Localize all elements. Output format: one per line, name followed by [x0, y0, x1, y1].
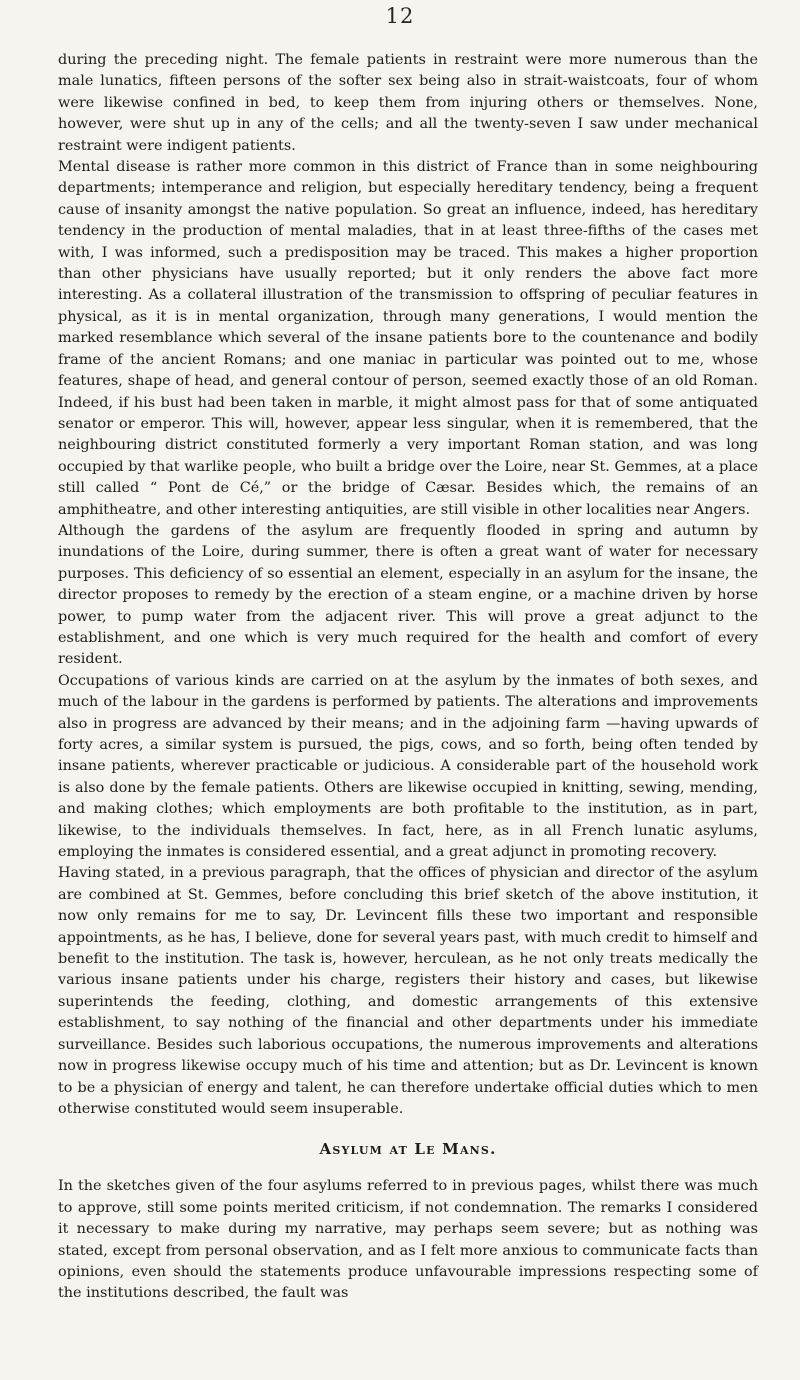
paragraph-director: Having stated, in a previous paragraph, that the offices of physician and director of the asylum are combined at St. Gemmes, before concluding this brief sketch of the above institution, it now only remains for me to say, Dr. Levincent fills these two important and responsible appointments, as he has, I believe, done for several years past, with much credit to himself and benefit to the institution. The task is, however, herculean, as he not only treats medically the various insane patients under his charge, registers their history and cases, but likewise superintends the feeding, clothing, and domestic arrangements of this extensive establishment, to say nothing of the financial and other departments under his immediate surveillance. Besides such laborious occupations, the numerous improvements and alterations now in progress likewise occupy much of his time and attention; but as Dr. Levincent is known to be a physician of energy and talent, he can therefore undertake official duties which to men otherwise constituted would seem insuperable. [58, 865, 758, 1117]
body-text [58, 50, 758, 1305]
page-number: 12 [385, 4, 415, 28]
paragraph-water-supply: Although the gardens of the asylum are frequently flooded in spring and autumn by inundations of the Loire, during summer, there is often a great want of water for necessary purposes. This deficiency of so essential an element, especially in an asylum for the insane, the director proposes to remedy by the erection of a steam engine, or a machine driven by horse power, to pump water from the adjacent river. This will prove a great adjunct to the establishment, and one which is very much required for the health and comfort of every resident. [58, 522, 758, 668]
section-heading: Asylum at Le Mans. [319, 1140, 497, 1159]
paragraph-hereditary: Mental disease is rather more common in this district of France than in some neighbouring departments; intemperance and religion, but especially hereditary tendency, being a frequent cause of insanity amongst the native population. So great an influence, indeed, has hereditary tendency in the production of mental maladies, that in at least three-fifths of the cases met with, I was informed, such a predisposition may be traced. This makes a higher proportion than other physicians have usually reported; but it only renders the above fact more interesting. As a collateral illustration of the transmission to offspring of peculiar features in physical, as it is in mental organization, through many generations, I would mention the marked resemblance which several of the insane patients bore to the countenance and bodily frame of the ancient Romans; and one maniac in particular was pointed out to me, whose features, shape of head, and general contour of person, seemed exactly those of an old Roman. Indeed, if his bust had been taken in marble, it might almost pass for that of some antiquated senator or emperor. This will, however, appear less singular, when it is remembered, that the neighbouring district constituted formerly a very important Roman station, and was long occupied by that warlike people, who built a bridge over the Loire, near St. Gemmes, at a place still called “ Pont de Cé,” or the bridge of Cæsar. Besides which, the remains of an amphitheatre, and other interesting antiquities, are still visible in other localities near Angers. [58, 159, 758, 518]
paragraph-restraint: during the preceding night. The female patients in restraint were more numerous than the male lunatics, fifteen persons of the softer sex being also in strait-waistcoats, four of whom were likewise confined in bed, to keep them from injuring others or themselves. None, however, were shut up in any of the cells; and all the twenty-seven I saw under mechanical restraint were indigent patients. [58, 52, 758, 154]
paragraph-closing: In the sketches given of the four asylums referred to in previous pages, whilst there was much to approve, still some points merited criticism, if not condemnation. The remarks I considered it necessary to make during my narrative, may perhaps seem severe; but as nothing was stated, except from personal observation, and as I felt more anxious to communicate facts than opinions, even should the statements produce unfavourable impressions respecting some of the institutions described, the fault was [58, 1178, 758, 1302]
paragraph-occupations: Occupations of various kinds are carried on at the asylum by the inmates of both sexes, and much of the labour in the gardens is performed by patients. The alterations and improvements also in progress are advanced by their means; and in the adjoining farm —having upwards of forty acres, a similar system is pursued, the pigs, cows, and so forth, being often tended by insane patients, wherever practicable or judicious. A considerable part of the household work is also done by the female patients. Others are likewise occupied in knitting, sewing, mending, and making clothes; which employments are both profitable to the institution, as in part, likewise, to the individuals themselves. In fact, here, as in all French lunatic asylums, employing the inmates is considered essential, and a great adjunct in promoting recovery. [58, 672, 758, 861]
